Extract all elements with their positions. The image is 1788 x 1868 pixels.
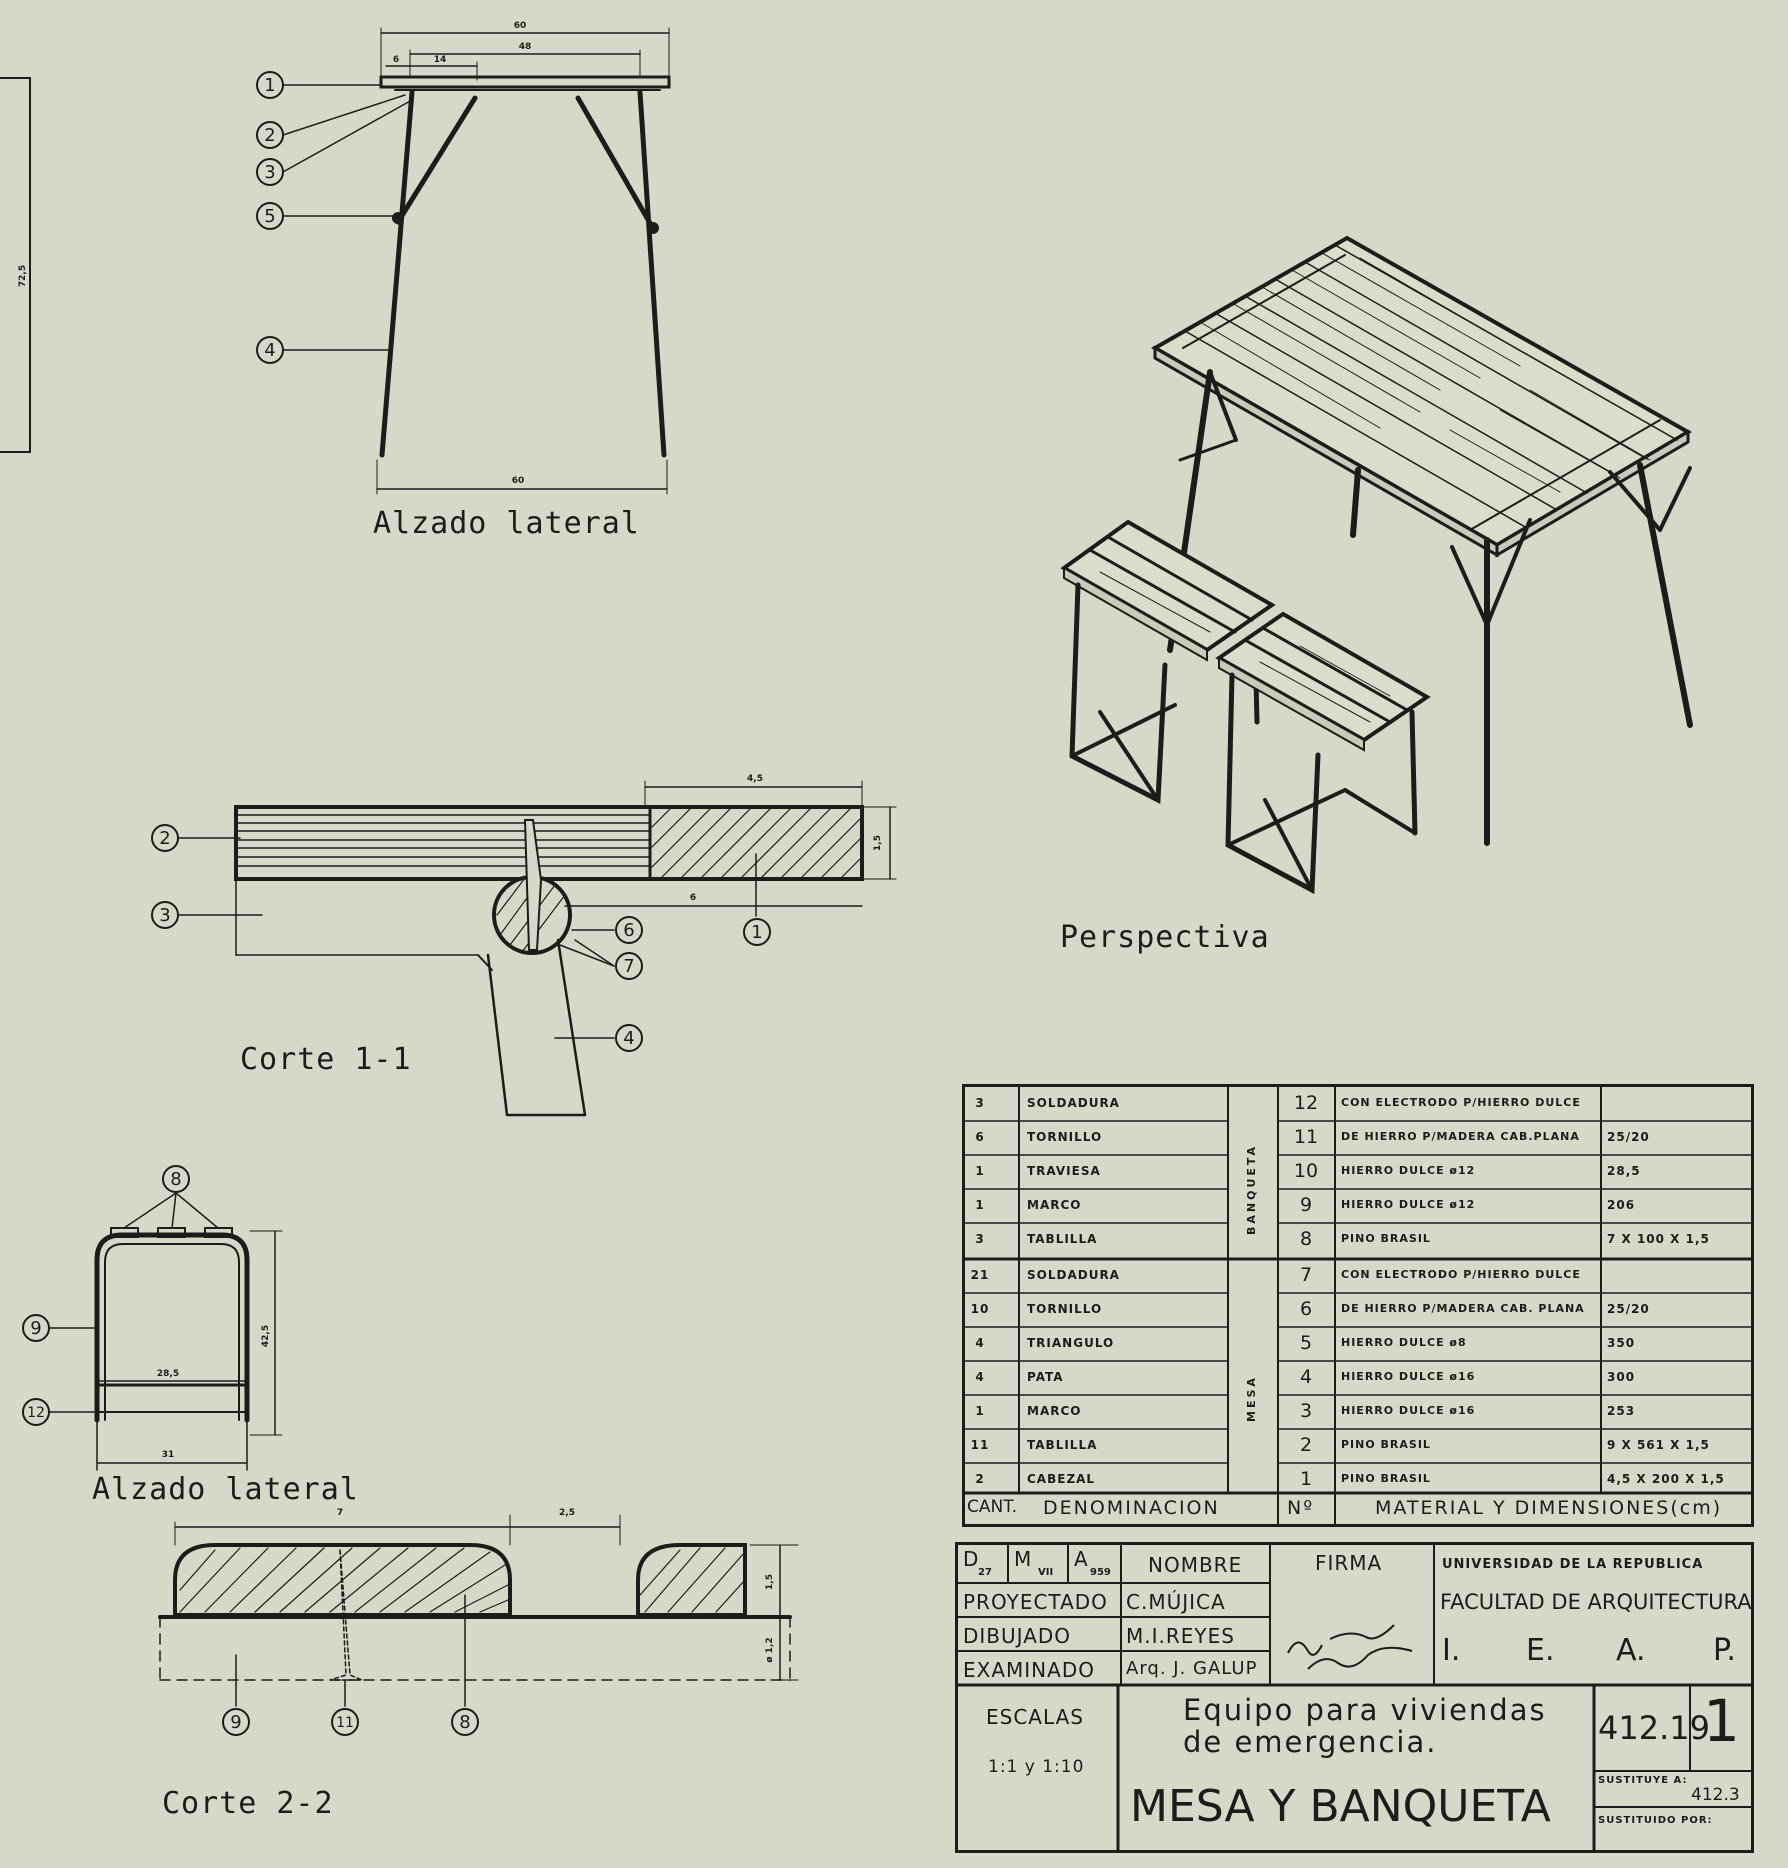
parts-cell-denominacion: TRIANGULO <box>1027 1336 1115 1350</box>
subtitle-line-1: Equipo para viviendas <box>1183 1693 1547 1727</box>
group-label-banqueta: BANQUETA <box>1245 1143 1258 1235</box>
parts-cell-denominacion: PATA <box>1027 1370 1064 1384</box>
parts-cell-dim: 350 <box>1607 1336 1636 1350</box>
drawing-title: MESA Y BANQUETA <box>1130 1781 1551 1832</box>
name-examinado: Arq. J. GALUP <box>1126 1658 1258 1679</box>
header-cant: CANT. <box>967 1497 1017 1517</box>
parts-cell-material: DE HIERRO P/MADERA CAB. PLANA <box>1341 1302 1585 1315</box>
header-no: Nº <box>1287 1497 1315 1519</box>
university-name: UNIVERSIDAD DE LA REPUBLICA <box>1442 1557 1704 1572</box>
institute-e: E. <box>1526 1633 1555 1668</box>
parts-cell-no: 9 <box>1299 1194 1313 1216</box>
parts-cell-denominacion: CABEZAL <box>1027 1472 1096 1486</box>
callout-4: 4 <box>264 340 276 361</box>
parts-cell-cant: 1 <box>975 1404 985 1418</box>
parts-cell-cant: 1 <box>975 1198 985 1212</box>
escalas-value: 1:1 y 1:10 <box>988 1757 1085 1777</box>
parts-cell-denominacion: TABLILLA <box>1027 1232 1098 1246</box>
role-examinado: EXAMINADO <box>963 1658 1095 1682</box>
dim-section-thickness: 1,5 <box>873 835 883 851</box>
table-side-elevation <box>0 28 669 494</box>
dim-table-top-width: 60 <box>513 21 527 31</box>
callout-5: 5 <box>264 206 276 227</box>
sustituye-value: 412.3 <box>1691 1785 1740 1805</box>
dim-table-base: 60 <box>511 476 525 486</box>
parts-cell-material: HIERRO DULCE ø16 <box>1341 1404 1476 1417</box>
caption-section-1-1: Corte 1-1 <box>240 1042 412 1077</box>
drawing-code: 412.19 <box>1598 1709 1710 1747</box>
callout-2-section: 2 <box>159 828 171 849</box>
name-proyectado: C.MÚJICA <box>1126 1590 1226 1614</box>
parts-cell-material: CON ELECTRODO P/HIERRO DULCE <box>1341 1268 1581 1281</box>
dim-slat-thk: 1,5 <box>765 1574 775 1590</box>
parts-cell-material: HIERRO DULCE ø12 <box>1341 1198 1476 1211</box>
institute-i: I. <box>1442 1633 1461 1668</box>
parts-cell-material: HIERRO DULCE ø12 <box>1341 1164 1476 1177</box>
escalas-label: ESCALAS <box>986 1705 1084 1729</box>
stool-side-elevation <box>50 1193 282 1470</box>
caption-section-2-2: Corte 2-2 <box>162 1786 334 1821</box>
header-denominacion: DENOMINACION <box>1043 1497 1220 1519</box>
parts-cell-no: 5 <box>1299 1332 1313 1354</box>
parts-cell-no: 10 <box>1293 1160 1319 1182</box>
title-block <box>955 1542 1754 1853</box>
parts-cell-cant: 3 <box>975 1232 985 1246</box>
institute-p: P. <box>1713 1633 1736 1668</box>
header-material: MATERIAL Y DIMENSIONES(cm) <box>1375 1497 1723 1519</box>
date-m-value: VII <box>1038 1567 1054 1578</box>
parts-cell-cant: 4 <box>975 1370 985 1384</box>
date-d-label: D <box>963 1547 979 1571</box>
parts-cell-denominacion: TORNILLO <box>1027 1130 1103 1144</box>
callout-1-section: 1 <box>751 922 763 943</box>
sustituye-label: SUSTITUYE A: <box>1598 1775 1688 1786</box>
name-dibujado: M.I.REYES <box>1126 1624 1235 1648</box>
parts-cell-material: PINO BRASIL <box>1341 1472 1431 1485</box>
dimension-labels <box>18 21 883 1663</box>
parts-cell-cant: 3 <box>975 1096 985 1110</box>
caption-stool-elevation: Alzado lateral <box>92 1472 359 1507</box>
parts-cell-denominacion: MARCO <box>1027 1198 1082 1212</box>
callout-7-section: 7 <box>623 956 635 977</box>
dim-stool-inner: 28,5 <box>156 1369 180 1379</box>
date-d-value: 27 <box>978 1567 992 1578</box>
callout-11-section2: 11 <box>336 1715 354 1731</box>
sustituido-label: SUSTITUIDO POR: <box>1598 1815 1713 1826</box>
dim-table-top-14: 14 <box>433 55 447 65</box>
callout-9-section2: 9 <box>230 1712 242 1733</box>
parts-cell-dim: 25/20 <box>1607 1302 1650 1316</box>
parts-cell-material: PINO BRASIL <box>1341 1232 1431 1245</box>
callout-1: 1 <box>264 75 276 96</box>
perspective-view <box>1064 238 1690 890</box>
parts-cell-dim: 300 <box>1607 1370 1636 1384</box>
role-dibujado: DIBUJADO <box>963 1624 1072 1648</box>
parts-cell-no: 4 <box>1299 1366 1313 1388</box>
subtitle-line-2: de emergencia. <box>1183 1725 1438 1759</box>
parts-cell-material: HIERRO DULCE ø8 <box>1341 1336 1467 1349</box>
caption-perspective: Perspectiva <box>1060 920 1270 955</box>
callout-2: 2 <box>264 125 276 146</box>
callout-4-section: 4 <box>623 1028 635 1049</box>
parts-cell-cant: 21 <box>970 1268 990 1282</box>
parts-cell-cant: 6 <box>975 1130 985 1144</box>
signature-scribble <box>1278 1613 1428 1681</box>
parts-cell-denominacion: TABLILLA <box>1027 1438 1098 1452</box>
parts-cell-no: 6 <box>1299 1298 1313 1320</box>
parts-cell-cant: 4 <box>975 1336 985 1350</box>
callout-8-section2: 8 <box>459 1712 471 1733</box>
parts-cell-dim: 7 X 100 X 1,5 <box>1607 1232 1710 1246</box>
parts-cell-material: PINO BRASIL <box>1341 1438 1431 1451</box>
institute-a: A. <box>1616 1633 1646 1668</box>
parts-cell-denominacion: TORNILLO <box>1027 1302 1103 1316</box>
parts-cell-no: 11 <box>1293 1126 1319 1148</box>
parts-cell-dim: 206 <box>1607 1198 1636 1212</box>
parts-list-table <box>962 1084 1754 1527</box>
date-a-label: A <box>1074 1547 1088 1571</box>
date-m-label: M <box>1014 1547 1032 1571</box>
parts-cell-no: 8 <box>1299 1228 1313 1250</box>
group-label-mesa: MESA <box>1245 1375 1258 1422</box>
callout-9-stool: 9 <box>30 1318 42 1339</box>
sheet-number: 1 <box>1703 1687 1740 1755</box>
parts-cell-material: HIERRO DULCE ø16 <box>1341 1370 1476 1383</box>
parts-cell-dim: 28,5 <box>1607 1164 1641 1178</box>
parts-cell-material: CON ELECTRODO P/HIERRO DULCE <box>1341 1096 1581 1109</box>
parts-cell-no: 7 <box>1299 1264 1313 1286</box>
faculty-name: FACULTAD DE ARQUITECTURA <box>1440 1590 1752 1614</box>
parts-cell-denominacion: MARCO <box>1027 1404 1082 1418</box>
section-2-2 <box>160 1515 798 1706</box>
parts-cell-cant: 1 <box>975 1164 985 1178</box>
dim-table-top-offset: 6 <box>392 55 400 65</box>
date-a-value: 959 <box>1090 1567 1111 1578</box>
parts-cell-no: 3 <box>1299 1400 1313 1422</box>
parts-cell-denominacion: TRAVIESA <box>1027 1164 1101 1178</box>
dim-section-width: 4,5 <box>747 774 763 784</box>
role-proyectado: PROYECTADO <box>963 1590 1108 1614</box>
dim-table-height: 72,5 <box>18 264 28 288</box>
parts-cell-material: DE HIERRO P/MADERA CAB.PLANA <box>1341 1130 1580 1143</box>
parts-cell-no: 12 <box>1293 1092 1319 1114</box>
dim-section-offset: 6 <box>689 893 697 903</box>
callout-8-stool: 8 <box>170 1169 182 1190</box>
dim-slat-width: 7 <box>336 1508 344 1518</box>
parts-cell-denominacion: SOLDADURA <box>1027 1096 1120 1110</box>
firma-label: FIRMA <box>1315 1551 1383 1575</box>
parts-cell-no: 1 <box>1299 1468 1313 1490</box>
dim-slat-gap: 2,5 <box>559 1508 575 1518</box>
dim-table-top-inner: 48 <box>518 42 532 52</box>
callout-12-stool: 12 <box>27 1405 45 1421</box>
parts-cell-dim: 253 <box>1607 1404 1636 1418</box>
parts-cell-dim: 4,5 X 200 X 1,5 <box>1607 1472 1725 1486</box>
parts-cell-dim: 9 X 561 X 1,5 <box>1607 1438 1710 1452</box>
dim-stool-base: 31 <box>161 1450 175 1460</box>
caption-table-side-elevation: Alzado lateral <box>373 506 640 541</box>
nombre-label: NOMBRE <box>1148 1553 1243 1577</box>
callout-6-section: 6 <box>623 920 635 941</box>
dim-stool-height: 42,5 <box>261 1324 271 1348</box>
parts-cell-no: 2 <box>1299 1434 1313 1456</box>
dim-tube-dia: ø 1,2 <box>765 1637 775 1663</box>
parts-cell-dim: 25/20 <box>1607 1130 1650 1144</box>
parts-cell-cant: 2 <box>975 1472 985 1486</box>
callout-3: 3 <box>264 162 276 183</box>
callout-3-section: 3 <box>159 905 171 926</box>
parts-cell-cant: 10 <box>970 1302 990 1316</box>
parts-cell-cant: 11 <box>970 1438 990 1452</box>
parts-cell-denominacion: SOLDADURA <box>1027 1268 1120 1282</box>
